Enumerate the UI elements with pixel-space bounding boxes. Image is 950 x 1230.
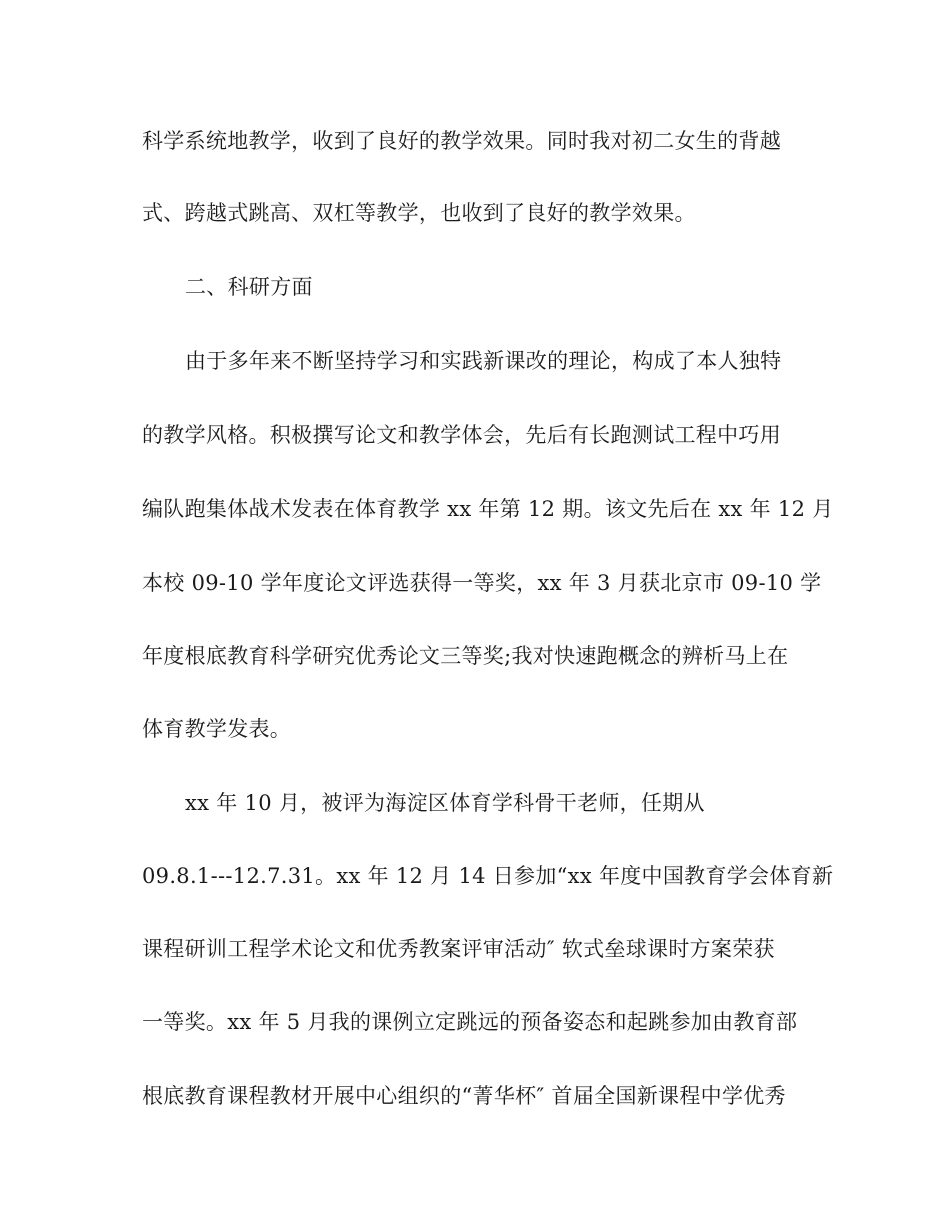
text-line-6: 编队跑集体战术发表在体育教学 xx 年第 12 期。该文先后在 xx 年 12 月	[142, 497, 834, 521]
text-line-13: 一等奖。xx 年 5 月我的课例立定跳远的预备姿态和起跳参加由教育部	[142, 1010, 798, 1034]
text-line-4: 由于多年来不断坚持学习和实践新课改的理论，构成了本人独特	[185, 349, 782, 373]
text-line-14: 根底教育课程教材开展中心组织的“菁华杯″ 首届全国新课程中学优秀	[142, 1084, 786, 1108]
text-line-5: 的教学风格。积极撰写论文和教学体会，先后有长跑测试工程中巧用	[142, 423, 781, 447]
section-heading-research: 二、科研方面	[185, 275, 313, 299]
text-line-2: 式、跨越式跳高、双杠等教学，也收到了良好的教学效果。	[142, 201, 696, 225]
text-line-9: 体育教学发表。	[142, 717, 292, 741]
text-line-1: 科学系统地教学，收到了良好的教学效果。同时我对初二女生的背越	[142, 129, 781, 153]
text-line-8: 年度根底教育科学研究优秀论文三等奖;我对快速跑概念的辨析马上在	[142, 644, 789, 668]
text-line-10: xx 年 10 月，被评为海淀区体育学科骨干老师，任期从	[185, 791, 705, 815]
text-line-12: 课程研训工程学术论文和优秀教案评审活动″ 软式垒球课时方案荣获	[142, 937, 775, 961]
text-line-11: 09.8.1---12.7.31。xx 年 12 月 14 日参加“xx 年度中国教育学会体育新	[142, 864, 834, 888]
text-line-7: 本校 09-10 学年度论文评选获得一等奖，xx 年 3 月获北京市 09-10 学	[142, 571, 822, 595]
